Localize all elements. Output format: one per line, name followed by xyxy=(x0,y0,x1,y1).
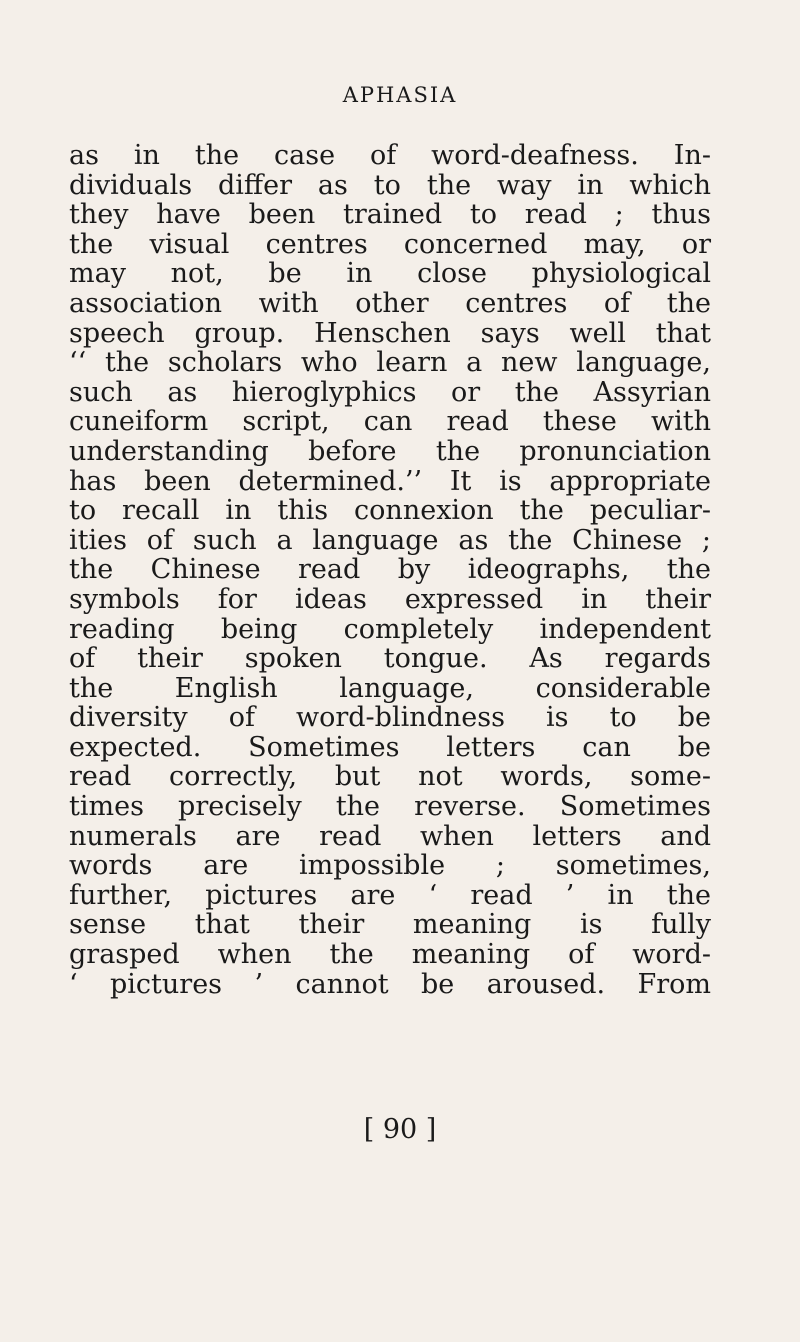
text-line: grasped when the meaning of word- xyxy=(69,939,711,971)
text-line: cuneiform script, can read these with xyxy=(69,406,711,438)
text-line: times precisely the reverse. Sometimes xyxy=(69,791,711,823)
text-line: further, pictures are ‘ read ’ in the xyxy=(69,879,711,911)
page-number: [ 90 ] xyxy=(363,1114,437,1145)
text-line: they have been trained to read ; thus xyxy=(69,199,711,231)
text-line: understanding before the pronunciation xyxy=(69,435,711,467)
text-line: diversity of word-blindness is to be xyxy=(69,702,711,734)
text-line: ‘ pictures ’ cannot be aroused. From xyxy=(69,968,711,1000)
text-line: to recall in this connexion the peculiar- xyxy=(69,495,711,527)
text-line: the visual centres concerned may, or xyxy=(69,228,711,260)
text-line: such as hieroglyphics or the Assyrian xyxy=(69,376,711,408)
text-line: as in the case of word-deafness. In- xyxy=(69,140,711,171)
text-line: speech group. Henschen says well that xyxy=(69,317,711,349)
text-line: the English language, considerable xyxy=(69,672,711,704)
text-line: dividuals differ as to the way in which xyxy=(69,169,711,201)
text-line: numerals are read when letters and xyxy=(69,820,711,852)
text-line: symbols for ideas expressed in their xyxy=(69,583,711,615)
text-line: ities of such a language as the Chinese ; xyxy=(69,524,711,556)
running-head: APHASIA xyxy=(342,83,458,107)
text-line: of their spoken tongue. As regards xyxy=(69,643,711,675)
text-line: ‘‘ the scholars who learn a new language, xyxy=(69,347,711,379)
body-text xyxy=(69,141,711,999)
text-line: sense that their meaning is fully xyxy=(69,909,711,941)
text-line: words are impossible ; sometimes, xyxy=(69,850,711,882)
text-line: may not, be in close physiological xyxy=(69,258,711,290)
text-line: the Chinese read by ideographs, the xyxy=(69,554,711,586)
text-line: association with other centres of the xyxy=(69,287,711,319)
text-line: has been determined.’’ It is appropriate xyxy=(69,465,711,497)
text-line: reading being completely independent xyxy=(69,613,711,645)
text-line: expected. Sometimes letters can be xyxy=(69,731,711,763)
text-line: read correctly, but not words, some- xyxy=(69,761,711,793)
